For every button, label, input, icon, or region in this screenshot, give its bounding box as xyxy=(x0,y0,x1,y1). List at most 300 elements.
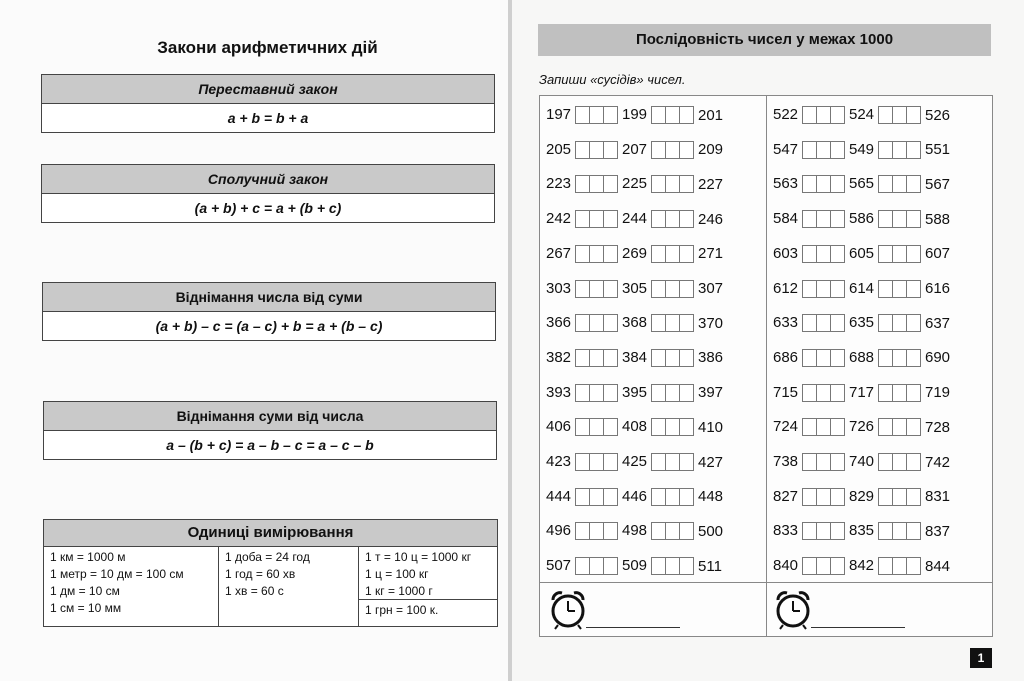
given-number: 410 xyxy=(698,418,724,436)
given-number: 209 xyxy=(698,141,724,159)
digit-box[interactable] xyxy=(575,453,590,471)
law-formula: (a + b) – c = (a – c) + b = a + (b – c) xyxy=(155,318,383,334)
digit-box[interactable] xyxy=(878,245,893,263)
given-number: 271 xyxy=(698,245,724,263)
given-number: 831 xyxy=(925,488,951,506)
units-length-column xyxy=(44,547,219,626)
digit-box[interactable] xyxy=(651,453,666,471)
digit-box[interactable] xyxy=(651,210,666,228)
digit-box[interactable] xyxy=(830,280,845,298)
digit-box[interactable] xyxy=(892,349,907,367)
digit-box[interactable] xyxy=(802,210,817,228)
alarm-clock-icon xyxy=(773,588,813,630)
digit-box[interactable] xyxy=(665,210,680,228)
digit-box[interactable] xyxy=(651,280,666,298)
digit-box[interactable] xyxy=(575,280,590,298)
digit-box[interactable] xyxy=(589,141,604,159)
number-row xyxy=(546,415,732,439)
given-number: 225 xyxy=(622,175,648,193)
digit-box[interactable] xyxy=(878,384,893,402)
given-number: 393 xyxy=(546,383,572,401)
law-formula: a + b = b + a xyxy=(227,110,309,126)
digit-box[interactable] xyxy=(802,349,817,367)
digit-box[interactable] xyxy=(906,488,921,506)
number-row xyxy=(773,207,959,231)
digit-box[interactable] xyxy=(679,488,694,506)
digit-box[interactable] xyxy=(802,557,817,575)
digit-box[interactable] xyxy=(575,175,590,193)
given-number: 567 xyxy=(925,175,951,193)
digit-box[interactable] xyxy=(830,314,845,332)
given-number: 526 xyxy=(925,106,951,124)
digit-box[interactable] xyxy=(603,314,618,332)
number-row xyxy=(773,242,959,266)
digit-box[interactable] xyxy=(878,488,893,506)
given-number: 563 xyxy=(773,175,799,193)
unit-line: 1 хв = 60 с xyxy=(225,584,284,598)
number-row xyxy=(773,485,959,509)
digit-box[interactable] xyxy=(906,349,921,367)
given-number: 844 xyxy=(925,557,951,575)
digit-box[interactable] xyxy=(878,280,893,298)
digit-box[interactable] xyxy=(589,349,604,367)
digit-box[interactable] xyxy=(878,418,893,436)
digit-box[interactable] xyxy=(816,245,831,263)
digit-box[interactable] xyxy=(603,384,618,402)
digit-box[interactable] xyxy=(589,522,604,540)
digit-box[interactable] xyxy=(589,245,604,263)
number-row xyxy=(546,277,732,301)
digit-box[interactable] xyxy=(878,349,893,367)
law-header: Віднімання числа від суми xyxy=(43,283,495,312)
given-number: 507 xyxy=(546,557,572,575)
given-number: 584 xyxy=(773,210,799,228)
exercise-instruction: Запиши «сусідів» чисел. xyxy=(539,72,686,87)
number-row xyxy=(546,381,732,405)
given-number: 726 xyxy=(849,418,875,436)
given-number: 686 xyxy=(773,348,799,366)
digit-box[interactable] xyxy=(830,557,845,575)
digit-box[interactable] xyxy=(575,245,590,263)
digit-box[interactable] xyxy=(802,453,817,471)
digit-box[interactable] xyxy=(679,349,694,367)
law-commutative xyxy=(41,74,495,133)
digit-box[interactable] xyxy=(906,384,921,402)
given-number: 524 xyxy=(849,106,875,123)
digit-box[interactable] xyxy=(802,175,817,193)
given-number: 637 xyxy=(925,314,951,332)
unit-line: 1 год = 60 хв xyxy=(225,567,296,581)
digit-box[interactable] xyxy=(906,245,921,263)
digit-box[interactable] xyxy=(651,245,666,263)
given-number: 612 xyxy=(773,279,799,297)
digit-box[interactable] xyxy=(679,522,694,540)
digit-box[interactable] xyxy=(603,210,618,228)
digit-box[interactable] xyxy=(906,418,921,436)
given-number: 205 xyxy=(546,140,572,158)
given-number: 827 xyxy=(773,487,799,505)
law-associative xyxy=(41,164,495,223)
digit-box[interactable] xyxy=(878,314,893,332)
digit-box[interactable] xyxy=(816,280,831,298)
digit-box[interactable] xyxy=(651,384,666,402)
number-row xyxy=(546,554,732,578)
given-number: 837 xyxy=(925,522,951,540)
given-number: 303 xyxy=(546,279,572,297)
given-number: 382 xyxy=(546,348,572,366)
given-number: 633 xyxy=(773,314,799,332)
digit-box[interactable] xyxy=(679,314,694,332)
digit-box[interactable] xyxy=(816,488,831,506)
given-number: 715 xyxy=(773,383,799,401)
digit-box[interactable] xyxy=(575,314,590,332)
given-number: 565 xyxy=(849,175,875,193)
digit-box[interactable] xyxy=(878,175,893,193)
given-number: 397 xyxy=(698,384,724,402)
digit-box[interactable] xyxy=(665,349,680,367)
given-number: 448 xyxy=(698,488,724,506)
digit-box[interactable] xyxy=(816,175,831,193)
digit-box[interactable] xyxy=(603,349,618,367)
number-row xyxy=(546,485,732,509)
number-row xyxy=(546,138,732,162)
digit-box[interactable] xyxy=(802,418,817,436)
digit-box[interactable] xyxy=(589,280,604,298)
given-number: 227 xyxy=(698,175,724,193)
digit-box[interactable] xyxy=(575,141,590,159)
given-number: 605 xyxy=(849,244,875,262)
given-number: 500 xyxy=(698,522,724,540)
given-number: 614 xyxy=(849,279,875,297)
given-number: 444 xyxy=(546,487,572,505)
digit-box[interactable] xyxy=(830,453,845,471)
digit-box[interactable] xyxy=(665,384,680,402)
page-number: 1 xyxy=(970,648,992,668)
given-number: 395 xyxy=(622,383,648,401)
digit-box[interactable] xyxy=(651,314,666,332)
digit-box[interactable] xyxy=(589,314,604,332)
given-number: 267 xyxy=(546,244,572,262)
digit-box[interactable] xyxy=(830,245,845,263)
digit-box[interactable] xyxy=(816,418,831,436)
digit-box[interactable] xyxy=(679,280,694,298)
law-subtract-number-from-sum xyxy=(42,282,496,341)
neighbors-exercise-grid xyxy=(539,95,993,637)
digit-box[interactable] xyxy=(906,210,921,228)
digit-box[interactable] xyxy=(575,522,590,540)
digit-box[interactable] xyxy=(878,141,893,159)
digit-box[interactable] xyxy=(802,314,817,332)
digit-box[interactable] xyxy=(679,453,694,471)
digit-box[interactable] xyxy=(802,522,817,540)
digit-box[interactable] xyxy=(665,314,680,332)
given-number: 840 xyxy=(773,557,799,575)
digit-box[interactable] xyxy=(878,210,893,228)
digit-box[interactable] xyxy=(575,210,590,228)
given-number: 197 xyxy=(546,106,572,123)
unit-line: 1 км = 1000 м xyxy=(50,550,126,564)
digit-box[interactable] xyxy=(651,488,666,506)
digit-box[interactable] xyxy=(575,418,590,436)
digit-box[interactable] xyxy=(589,175,604,193)
digit-box[interactable] xyxy=(892,384,907,402)
clock-row-divider xyxy=(540,582,992,583)
digit-box[interactable] xyxy=(892,418,907,436)
digit-box[interactable] xyxy=(892,488,907,506)
digit-box[interactable] xyxy=(589,418,604,436)
digit-box[interactable] xyxy=(830,384,845,402)
digit-box[interactable] xyxy=(816,349,831,367)
digit-box[interactable] xyxy=(878,106,893,124)
given-number: 833 xyxy=(773,522,799,540)
digit-box[interactable] xyxy=(802,280,817,298)
digit-box[interactable] xyxy=(603,106,618,124)
digit-box[interactable] xyxy=(816,557,831,575)
digit-box[interactable] xyxy=(892,557,907,575)
unit-line: 1 доба = 24 год xyxy=(225,550,310,564)
digit-box[interactable] xyxy=(603,522,618,540)
digit-box[interactable] xyxy=(651,349,666,367)
right-page-title: Послідовність чисел у межах 1000 xyxy=(538,24,991,56)
digit-box[interactable] xyxy=(892,280,907,298)
column-divider xyxy=(766,96,767,636)
given-number: 408 xyxy=(622,418,648,436)
digit-box[interactable] xyxy=(589,557,604,575)
digit-box[interactable] xyxy=(589,106,604,124)
digit-box[interactable] xyxy=(665,418,680,436)
digit-box[interactable] xyxy=(830,210,845,228)
digit-box[interactable] xyxy=(603,245,618,263)
digit-box[interactable] xyxy=(816,106,831,124)
digit-box[interactable] xyxy=(816,522,831,540)
digit-box[interactable] xyxy=(603,280,618,298)
digit-box[interactable] xyxy=(892,245,907,263)
given-number: 842 xyxy=(849,557,875,575)
given-number: 425 xyxy=(622,453,648,470)
given-number: 269 xyxy=(622,244,648,262)
digit-box[interactable] xyxy=(665,141,680,159)
given-number: 740 xyxy=(849,453,875,470)
number-row xyxy=(773,346,959,370)
digit-box[interactable] xyxy=(892,453,907,471)
digit-box[interactable] xyxy=(816,141,831,159)
digit-box[interactable] xyxy=(802,488,817,506)
alarm-clock-icon xyxy=(548,588,588,630)
digit-box[interactable] xyxy=(665,245,680,263)
given-number: 496 xyxy=(546,522,572,540)
digit-box[interactable] xyxy=(906,314,921,332)
digit-box[interactable] xyxy=(878,522,893,540)
digit-box[interactable] xyxy=(906,106,921,124)
units-time-column xyxy=(219,547,359,626)
digit-box[interactable] xyxy=(603,175,618,193)
given-number: 616 xyxy=(925,280,951,297)
number-row xyxy=(773,311,959,335)
left-page-title: Закони арифметичних дій xyxy=(157,38,378,57)
digit-box[interactable] xyxy=(816,210,831,228)
digit-box[interactable] xyxy=(575,557,590,575)
given-number: 199 xyxy=(622,106,648,123)
unit-line: 1 ц = 100 кг xyxy=(365,567,429,581)
digit-box[interactable] xyxy=(651,522,666,540)
law-header: Віднімання суми від числа xyxy=(44,402,496,431)
digit-box[interactable] xyxy=(878,453,893,471)
digit-box[interactable] xyxy=(892,522,907,540)
given-number: 242 xyxy=(546,210,572,228)
digit-box[interactable] xyxy=(665,453,680,471)
digit-box[interactable] xyxy=(603,418,618,436)
digit-box[interactable] xyxy=(665,522,680,540)
number-row xyxy=(773,450,959,474)
digit-box[interactable] xyxy=(892,314,907,332)
given-number: 511 xyxy=(698,557,722,575)
digit-box[interactable] xyxy=(906,141,921,159)
digit-box[interactable] xyxy=(802,245,817,263)
digit-box[interactable] xyxy=(679,557,694,575)
given-number: 366 xyxy=(546,314,572,332)
given-number: 246 xyxy=(698,210,724,228)
number-row xyxy=(546,242,732,266)
digit-box[interactable] xyxy=(802,141,817,159)
digit-box[interactable] xyxy=(679,245,694,263)
digit-box[interactable] xyxy=(830,349,845,367)
digit-box[interactable] xyxy=(830,106,845,124)
digit-box[interactable] xyxy=(878,557,893,575)
given-number: 724 xyxy=(773,418,799,436)
digit-box[interactable] xyxy=(575,488,590,506)
given-number: 738 xyxy=(773,453,799,470)
given-number: 635 xyxy=(849,314,875,332)
given-number: 384 xyxy=(622,348,648,366)
digit-box[interactable] xyxy=(892,210,907,228)
given-number: 547 xyxy=(773,140,799,158)
given-number: 522 xyxy=(773,106,799,123)
digit-box[interactable] xyxy=(589,210,604,228)
digit-box[interactable] xyxy=(589,488,604,506)
law-header: Сполучний закон xyxy=(42,165,494,194)
law-formula: a – (b + c) = a – b – c = a – c – b xyxy=(166,437,374,453)
given-number: 446 xyxy=(622,487,648,505)
digit-box[interactable] xyxy=(603,141,618,159)
digit-box[interactable] xyxy=(906,453,921,471)
digit-box[interactable] xyxy=(679,106,694,124)
given-number: 549 xyxy=(849,140,875,158)
digit-box[interactable] xyxy=(575,106,590,124)
digit-box[interactable] xyxy=(830,522,845,540)
digit-box[interactable] xyxy=(651,418,666,436)
digit-box[interactable] xyxy=(892,106,907,124)
digit-box[interactable] xyxy=(589,384,604,402)
number-row xyxy=(773,277,959,301)
digit-box[interactable] xyxy=(589,453,604,471)
given-number: 370 xyxy=(698,314,724,332)
digit-box[interactable] xyxy=(603,488,618,506)
digit-box[interactable] xyxy=(679,418,694,436)
given-number: 307 xyxy=(698,280,724,297)
given-number: 728 xyxy=(925,418,951,436)
digit-box[interactable] xyxy=(651,141,666,159)
number-row xyxy=(773,415,959,439)
time-answer-line[interactable] xyxy=(586,627,680,628)
given-number: 829 xyxy=(849,487,875,505)
digit-box[interactable] xyxy=(575,349,590,367)
given-number: 603 xyxy=(773,244,799,262)
given-number: 498 xyxy=(622,522,648,540)
number-row xyxy=(546,450,732,474)
digit-box[interactable] xyxy=(665,106,680,124)
digit-box[interactable] xyxy=(679,175,694,193)
digit-box[interactable] xyxy=(665,557,680,575)
given-number: 244 xyxy=(622,210,648,228)
digit-box[interactable] xyxy=(830,175,845,193)
given-number: 688 xyxy=(849,348,875,366)
digit-box[interactable] xyxy=(892,141,907,159)
number-row xyxy=(773,381,959,405)
number-row xyxy=(773,103,959,127)
digit-box[interactable] xyxy=(906,280,921,298)
digit-box[interactable] xyxy=(679,210,694,228)
number-row xyxy=(773,138,959,162)
unit-line: 1 метр = 10 дм = 100 см xyxy=(50,567,184,581)
digit-box[interactable] xyxy=(651,557,666,575)
digit-box[interactable] xyxy=(830,141,845,159)
unit-line: 1 кг = 1000 г xyxy=(365,584,433,598)
given-number: 509 xyxy=(622,557,648,575)
digit-box[interactable] xyxy=(816,453,831,471)
digit-box[interactable] xyxy=(906,522,921,540)
digit-box[interactable] xyxy=(665,488,680,506)
given-number: 835 xyxy=(849,522,875,540)
digit-box[interactable] xyxy=(603,453,618,471)
given-number: 207 xyxy=(622,140,648,158)
given-number: 717 xyxy=(849,383,875,401)
digit-box[interactable] xyxy=(679,384,694,402)
given-number: 690 xyxy=(925,349,951,367)
digit-box[interactable] xyxy=(816,314,831,332)
digit-box[interactable] xyxy=(830,418,845,436)
number-row xyxy=(546,172,732,196)
given-number: 386 xyxy=(698,349,724,367)
given-number: 551 xyxy=(925,141,951,159)
time-answer-line[interactable] xyxy=(811,627,905,628)
digit-box[interactable] xyxy=(651,175,666,193)
given-number: 368 xyxy=(622,314,648,332)
given-number: 586 xyxy=(849,210,875,228)
digit-box[interactable] xyxy=(679,141,694,159)
number-row xyxy=(546,346,732,370)
number-row xyxy=(773,554,959,578)
unit-line: 1 дм = 10 см xyxy=(50,584,120,598)
digit-box[interactable] xyxy=(906,175,921,193)
given-number: 427 xyxy=(698,453,724,471)
number-row xyxy=(546,103,732,127)
digit-box[interactable] xyxy=(802,384,817,402)
unit-line: 1 грн = 100 к. xyxy=(365,603,439,617)
number-row xyxy=(546,519,732,543)
digit-box[interactable] xyxy=(906,557,921,575)
given-number: 742 xyxy=(925,453,951,471)
digit-box[interactable] xyxy=(892,175,907,193)
number-row xyxy=(773,519,959,543)
digit-box[interactable] xyxy=(575,384,590,402)
digit-box[interactable] xyxy=(603,557,618,575)
digit-box[interactable] xyxy=(816,384,831,402)
digit-box[interactable] xyxy=(665,280,680,298)
digit-box[interactable] xyxy=(802,106,817,124)
digit-box[interactable] xyxy=(665,175,680,193)
digit-box[interactable] xyxy=(651,106,666,124)
digit-box[interactable] xyxy=(830,488,845,506)
